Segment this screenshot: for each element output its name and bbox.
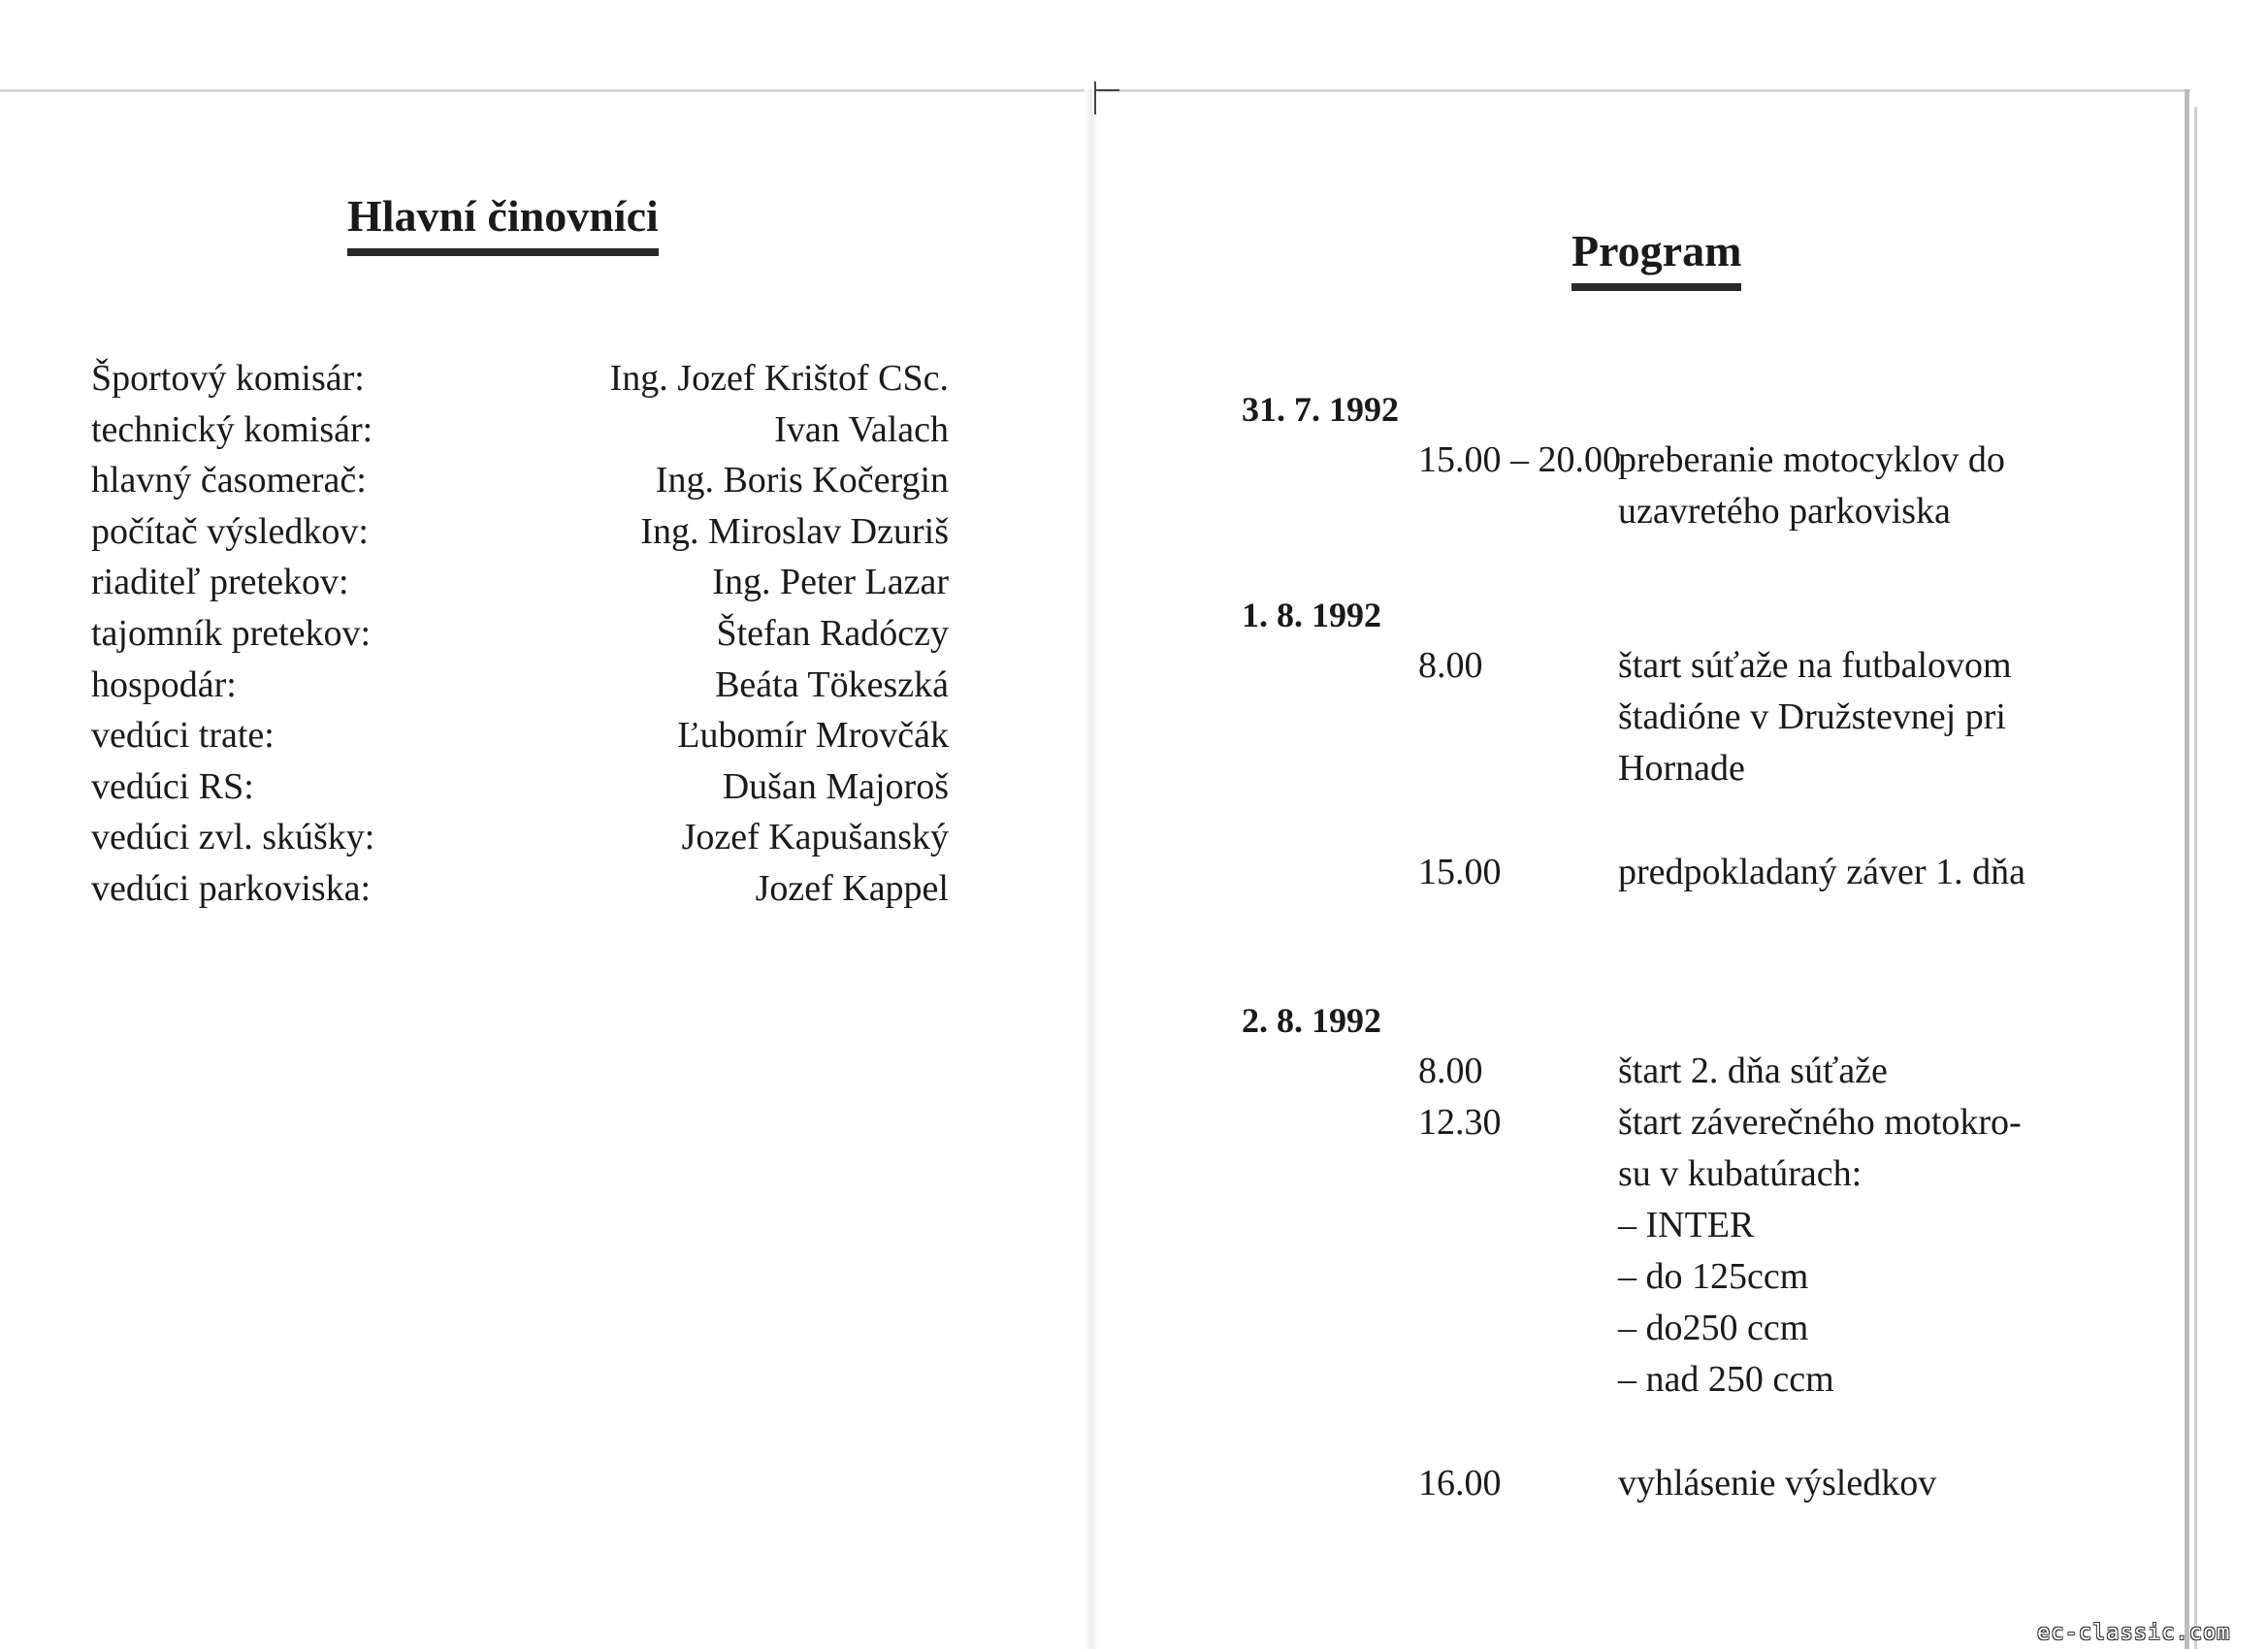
event-time: 15.00	[1418, 852, 1502, 892]
official-name: Ľubomír Mrovčák	[677, 715, 949, 757]
official-row	[91, 455, 949, 506]
program-schedule	[1242, 384, 2115, 1509]
crop-mark	[1094, 89, 1119, 91]
official-role: tajomník pretekov:	[91, 612, 372, 654]
official-role: technický komisár:	[91, 408, 373, 450]
site-watermark: ec-classic.com	[2037, 1621, 2231, 1645]
official-row	[91, 660, 949, 711]
officials-list	[91, 353, 949, 915]
scan-background	[0, 0, 2268, 89]
event-text: predpokladaný záver 1. dňa	[1618, 852, 2025, 892]
official-name: Ivan Valach	[774, 408, 949, 450]
official-name: Dušan Majoroš	[722, 765, 949, 807]
event-text: štart 2. dňa súťaže	[1618, 1051, 1888, 1091]
official-name: Ing. Peter Lazar	[712, 562, 949, 603]
official-role: vedúci trate:	[91, 715, 275, 757]
official-row	[91, 404, 949, 456]
crop-mark	[1094, 81, 1096, 114]
official-name: Ing. Jozef Krištof CSc.	[609, 358, 949, 399]
official-row	[91, 761, 949, 813]
official-row	[91, 812, 949, 863]
official-row	[91, 863, 949, 915]
official-row	[91, 506, 949, 558]
official-role: vedúci RS:	[91, 765, 254, 807]
official-role: hlavný časomerač:	[91, 460, 367, 501]
official-name: Ing. Boris Kočergin	[655, 460, 949, 501]
official-name: Beáta Tökeszká	[715, 663, 949, 705]
event-text: vyhlásenie výsledkov	[1618, 1463, 1937, 1504]
official-role: počítač výsledkov:	[91, 510, 369, 552]
event-time: 8.00	[1418, 645, 1483, 686]
official-role: vedúci parkoviska:	[91, 867, 372, 909]
official-name: Jozef Kappel	[755, 867, 949, 909]
day-date: 31. 7. 1992	[1242, 390, 1399, 429]
event-time: 16.00	[1418, 1463, 1502, 1504]
page-right-edge-back	[2194, 107, 2197, 1649]
event-time: 15.00 – 20.00	[1418, 439, 1621, 480]
program-day	[1242, 384, 2115, 537]
event-text: štart súťaže na futbalovom štadióne v Družstevnej pri Hornade	[1618, 645, 2012, 789]
day-date: 1. 8. 1992	[1242, 596, 1381, 634]
official-row	[91, 353, 949, 404]
program-heading: Program	[1571, 229, 1741, 291]
official-row	[91, 608, 949, 660]
official-role: hospodár:	[91, 663, 237, 705]
officials-heading: Hlavní činovníci	[347, 194, 659, 256]
program-event	[1242, 640, 2115, 794]
center-fold	[1085, 89, 1098, 1649]
official-name: Ing. Miroslav Dzuriš	[640, 510, 949, 552]
page-right-edge	[2185, 89, 2189, 1649]
official-name: Jozef Kapušanský	[681, 817, 949, 858]
program-day	[1242, 995, 2115, 1509]
official-role: vedúci zvl. skúšky:	[91, 817, 375, 858]
program-event	[1242, 847, 2115, 898]
official-row	[91, 710, 949, 761]
program-event	[1242, 435, 2115, 537]
event-time: 8.00	[1418, 1051, 1483, 1091]
program-day	[1242, 590, 2115, 898]
program-event	[1242, 1046, 2115, 1097]
program-event	[1242, 1097, 2115, 1406]
official-name: Štefan Radóczy	[716, 612, 949, 654]
official-row	[91, 557, 949, 608]
event-text: štart záverečného motokro- su v kubatúrach: – INTER – do 125ccm – do250 ccm – nad 250 ccm	[1618, 1102, 2022, 1400]
event-text: preberanie motocyklov do uzavretého parkoviska	[1618, 439, 2005, 532]
day-date: 2. 8. 1992	[1242, 1001, 1381, 1040]
program-event	[1242, 1458, 2115, 1509]
official-role: Športový komisár:	[91, 358, 365, 399]
official-role: riaditeľ pretekov:	[91, 562, 349, 603]
event-time: 12.30	[1418, 1102, 1502, 1143]
